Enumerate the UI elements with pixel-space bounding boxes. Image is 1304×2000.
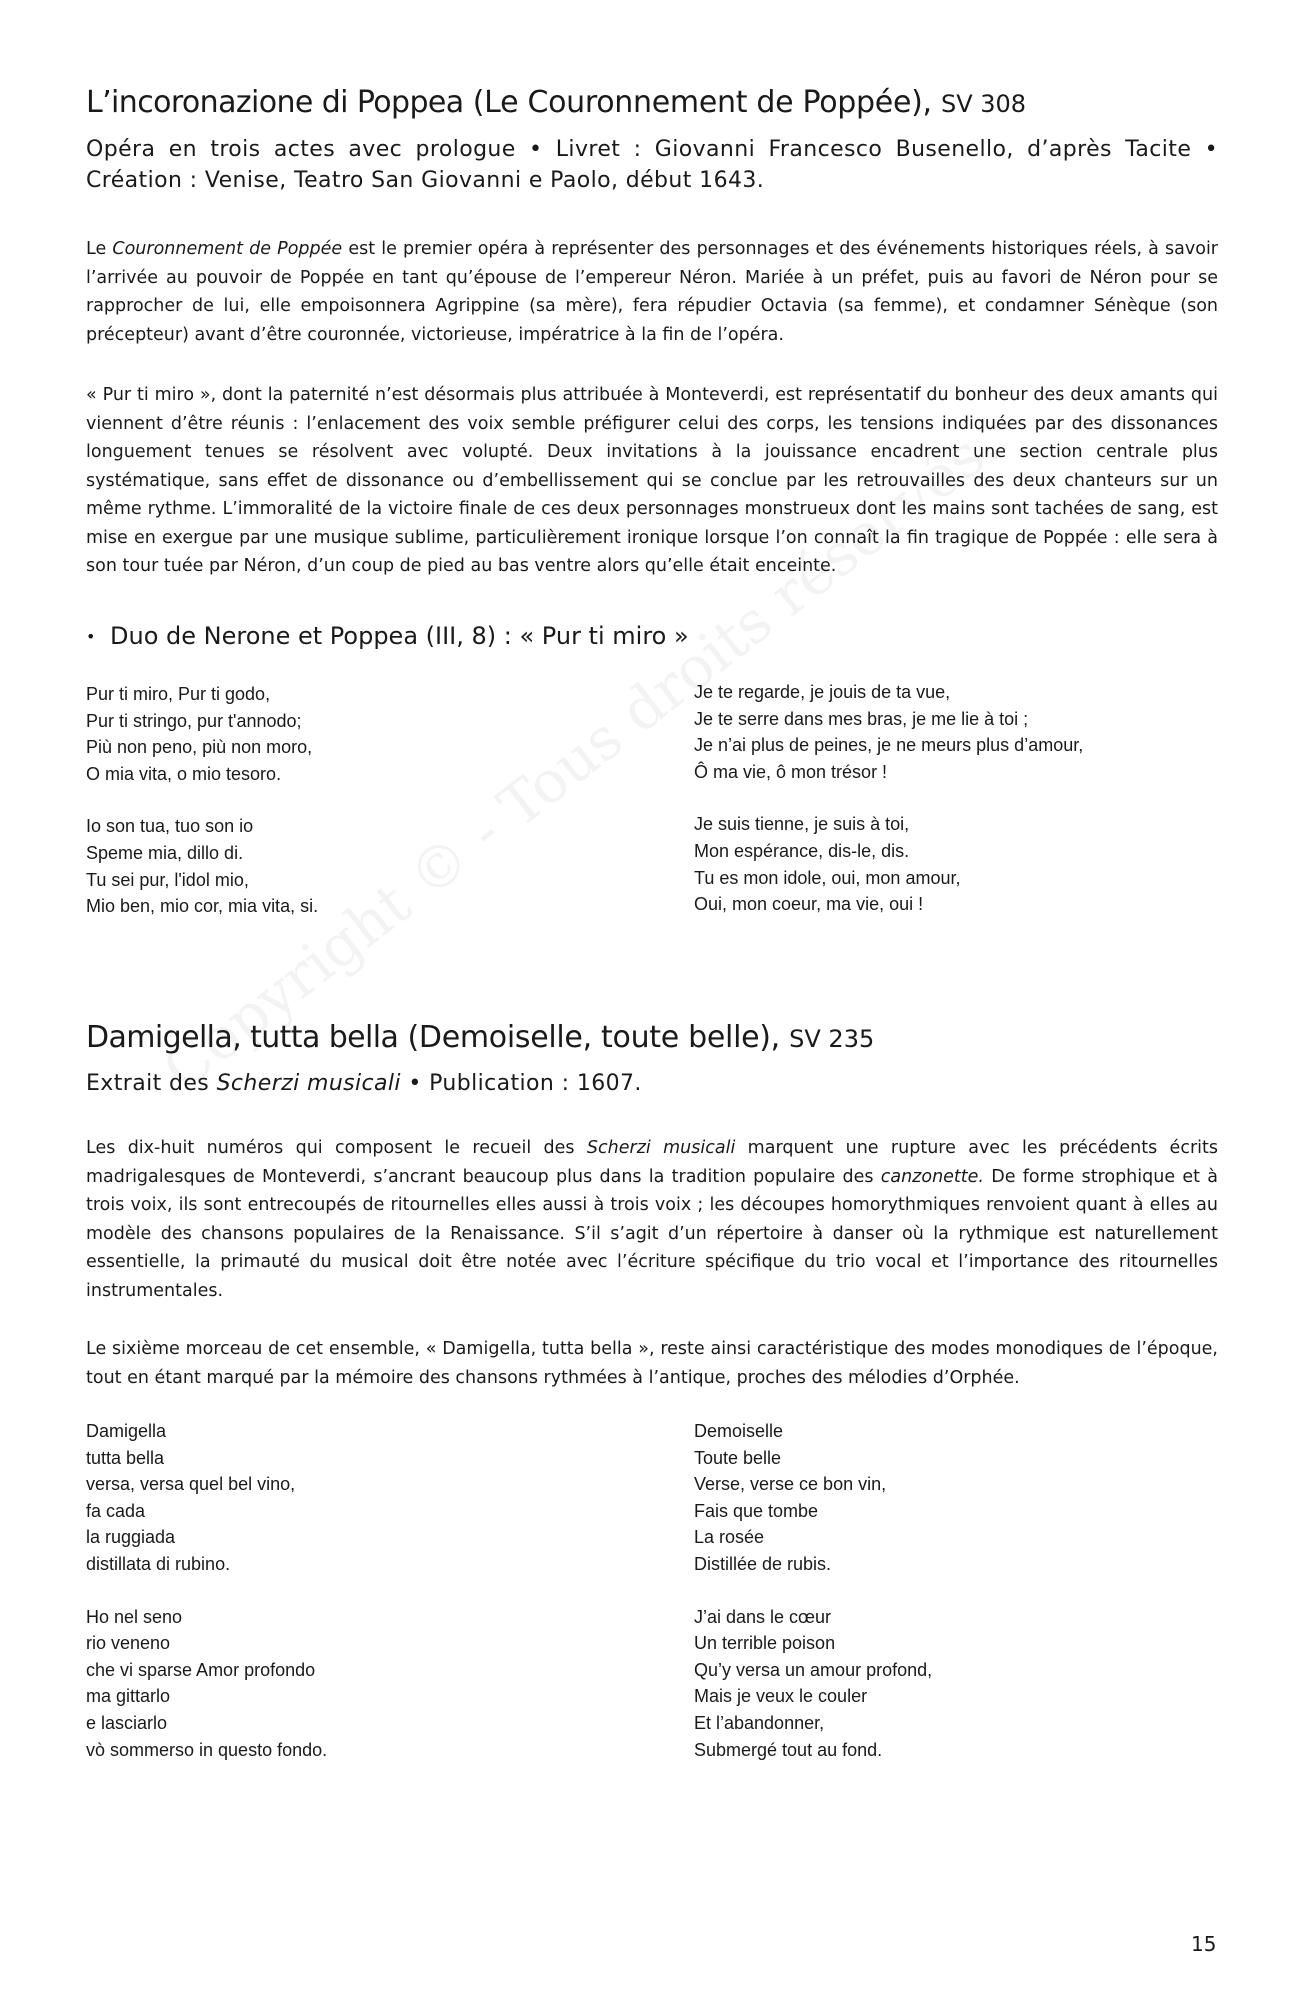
section1-title-sub: (Le Couronnement de Poppée), xyxy=(463,85,941,120)
poem-line: ma gittarlo xyxy=(86,1686,171,1707)
section2-para1-italic: canzonette. xyxy=(880,1166,984,1187)
section1-paragraph-2: « Pur ti miro », dont la paternité n’est désormais plus attribuée à Monteverdi, est représentatif du bonheur des deux amants qui viennent d’être réunis : l’enlacement des voix semble préfigurer celui des corps, les tensions indiquées par des dissonances longuement tenues se résolvent avec volupté. Deux invitations à la jouissance encadrent une section centrale plus systématique, sans effet de dissonance ou d’embellissement qui se conclue par les retrouvailles des deux chanteurs sur un même rythme. L’immoralité de la victoire finale de ces deux personnages monstrueux dont les mains sont tachées de sang, est mise en exergue par une musique sublime, particulièrement ironique lorsque l’on connaît la fin tragique de Poppée : elle sera à son tour tuée par Néron, d’un coup de pied au bas ventre alors qu’elle était enceinte. xyxy=(86,385,1218,576)
poem-line: Qu’y versa un amour profond, xyxy=(694,1659,933,1680)
poem-line: Tu es mon idole, oui, mon amour, xyxy=(694,867,961,888)
section2-meta xyxy=(86,1068,1218,1099)
section2-meta-rest: • Publication : 1607. xyxy=(400,1071,642,1096)
poem-line: Un terrible poison xyxy=(694,1633,836,1654)
stanza xyxy=(694,1418,932,1578)
poem-line: Je suis tienne, je suis à toi, xyxy=(694,814,910,835)
section1-meta-line1: Opéra en trois actes avec prologue • Livret : Giovanni Francesco Busenello, d’après Tacite • xyxy=(86,137,1218,162)
poem-line: Je te regarde, je jouis de ta vue, xyxy=(694,682,951,702)
poem-french-1 xyxy=(694,679,1083,944)
section2-meta-italic: Scherzi musicali xyxy=(216,1071,401,1096)
poem-line: Je n’ai plus de peines, je ne meurs plus d’amour, xyxy=(694,735,1084,756)
poem-line: Ho nel seno xyxy=(86,1606,183,1627)
poem-line: Speme mia, dillo di. xyxy=(86,842,244,863)
section2-para1-part: De forme strophique et à trois voix, ils sont entrecoupés de ritournelles elles aussi à trois voix ; les découpes homorythmiques renvoient quant à elles au modèle des chansons populaires de la Renaissance. S’il s’agit d’un répertoire à danser où la rythmique est naturellement essentielle, la primauté du musical doit être notée avec l’écriture spécifique du trio vocal et l’importance des ritournelles instrumentales. xyxy=(86,1166,1218,1301)
poem-line: Je te serre dans mes bras, je me lie à toi ; xyxy=(694,708,1029,729)
page-number: 15 xyxy=(1191,1932,1217,1956)
bullet-marker: • xyxy=(86,627,96,646)
poem-line: Toute belle xyxy=(694,1447,782,1468)
poem-line: distillata di rubino. xyxy=(86,1553,231,1574)
poem-line: e lasciarlo xyxy=(86,1712,168,1733)
section2-paragraph-2: Le sixième morceau de cet ensemble, « Damigella, tutta bella », reste ainsi caractéristique des modes monodiques de l’époque, tout en étant marqué par la mémoire des chansons rythmées à l’antique, proches des mélodies d’Orphée. xyxy=(86,1339,1218,1388)
poem-line: la ruggiada xyxy=(86,1527,176,1548)
stanza xyxy=(86,1418,327,1578)
poem-line: Tu sei pur, l'idol mio, xyxy=(86,869,249,890)
section1-para1-rest: est le premier opéra à représenter des personnages et des événements historiques réels, à savoir l’arrivée au pouvoir de Poppée en tant qu’épouse de l’empereur Néron. Mariée à un préfet, puis au favori de Néron pour se rapprocher de lui, elle empoisonnera Agrippine (sa mère), fera répudier Octavia (sa femme), et condamner Sénèque (son précepteur) avant d’être couronnée, victorieuse, impératrice à la fin de l’opéra. xyxy=(86,239,1218,345)
poem-line: Et l’abandonner, xyxy=(694,1712,825,1733)
section1-meta-line2: Création : Venise, Teatro San Giovanni e Paolo, début 1643. xyxy=(86,168,765,193)
section2-title-sub: (Demoiselle, toute belle), xyxy=(398,1020,790,1055)
section2-title xyxy=(86,1018,1218,1059)
poem-line: rio veneno xyxy=(86,1633,171,1654)
section2-para1-italic: Scherzi musicali xyxy=(586,1138,736,1158)
section2-catalog-number: SV 235 xyxy=(789,1025,875,1053)
stanza xyxy=(86,813,318,919)
poem-line: Mon espérance, dis-le, dis. xyxy=(694,840,910,861)
poem-french-2 xyxy=(694,1418,932,1789)
poem-line: O mia vita, o mio tesoro. xyxy=(86,763,282,784)
poem-line: vò sommerso in questo fondo. xyxy=(86,1739,328,1760)
poem-line: che vi sparse Amor profondo xyxy=(86,1659,316,1680)
poem-line: Mais je veux le couler xyxy=(694,1686,868,1707)
poem-line: tutta bella xyxy=(86,1447,165,1468)
poem-italian-1 xyxy=(86,681,318,946)
poem-line: fa cada xyxy=(86,1500,146,1521)
poem-line: Mio ben, mio cor, mia vita, si. xyxy=(86,896,319,917)
section2-meta-prefix: Extrait des xyxy=(86,1071,217,1096)
poem-line: Distillée de rubis. xyxy=(694,1553,832,1574)
section1-meta xyxy=(86,134,1218,196)
poem-line: Fais que tombe xyxy=(694,1500,819,1521)
section2-paragraph-1 xyxy=(86,1134,1218,1305)
poem-line: Più non peno, più non moro, xyxy=(86,737,313,758)
duo-heading-text: Duo de Nerone et Poppea (III, 8) : « Pur ti miro » xyxy=(110,622,689,650)
poem-line: Ô ma vie, ô mon trésor ! xyxy=(694,761,888,782)
duo-heading xyxy=(86,619,1218,654)
document-page xyxy=(86,0,1218,2000)
section1-para1-italic: Couronnement de Poppée xyxy=(112,239,343,259)
section1-catalog-number: SV 308 xyxy=(940,90,1027,118)
poem-line: J’ai dans le cœur xyxy=(694,1606,832,1627)
poem-line: Oui, mon coeur, ma vie, oui ! xyxy=(694,894,924,915)
poem-line: Damigella xyxy=(86,1421,167,1441)
poem-line: Submergé tout au fond. xyxy=(694,1739,883,1760)
poem-line: Verse, verse ce bon vin, xyxy=(694,1474,887,1495)
section1-title-main: L’incoronazione di Poppea xyxy=(86,85,464,120)
stanza xyxy=(694,679,1083,785)
stanza xyxy=(86,1604,327,1764)
poem-line: Io son tua, tuo son io xyxy=(86,816,254,837)
stanza xyxy=(86,681,318,787)
poem-line: Demoiselle xyxy=(694,1421,784,1441)
poem-italian-2 xyxy=(86,1418,327,1789)
poem-line: Pur ti stringo, pur t'annodo; xyxy=(86,710,302,731)
section2-para1-part: marquent une rupture avec les précédents écrits madrigalesques de Monteverdi, s’ancrant beaucoup plus dans la tradition populaire des xyxy=(86,1138,1218,1187)
poem-line: versa, versa quel bel vino, xyxy=(86,1474,296,1495)
section1-paragraph-1 xyxy=(86,235,1218,349)
poem-line: La rosée xyxy=(694,1527,765,1548)
poem-line: Pur ti miro, Pur ti godo, xyxy=(86,684,271,704)
section2-para1-part: Les dix-huit numéros qui composent le recueil des xyxy=(86,1138,587,1158)
stanza xyxy=(694,1604,932,1764)
section1-title xyxy=(86,83,1218,124)
section2-title-main: Damigella, tutta bella xyxy=(86,1020,399,1055)
section1-para1-prefix: Le xyxy=(86,239,113,259)
stanza xyxy=(694,811,1083,917)
